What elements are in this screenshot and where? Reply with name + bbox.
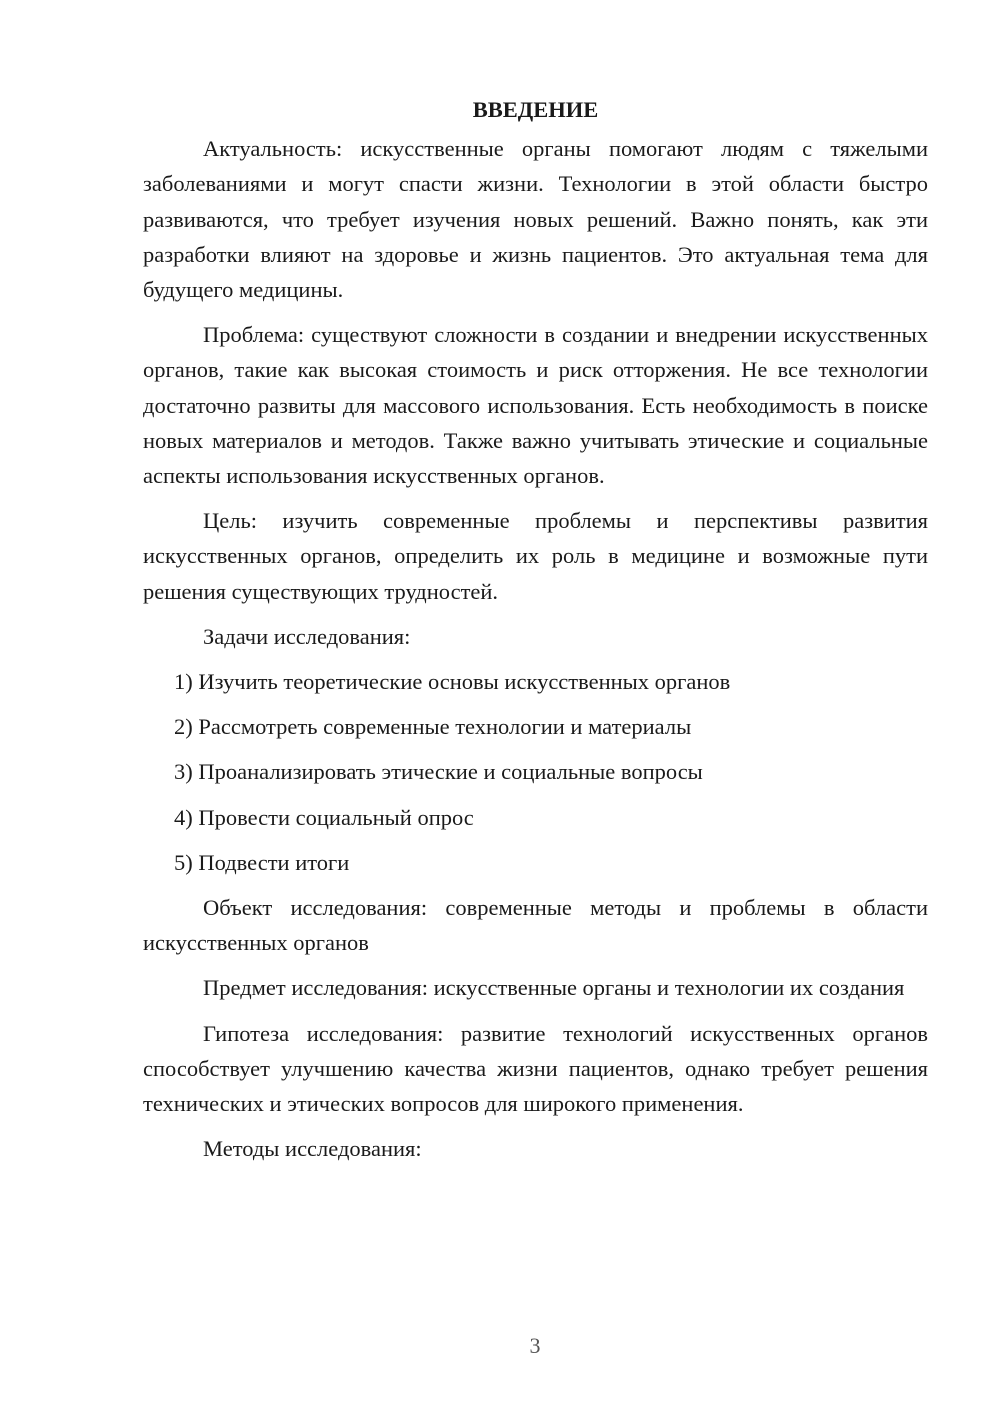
document-page [143,92,928,1176]
subject-paragraph: Предмет исследования: искусственные органы и технологии их создания [203,975,905,1001]
problem-paragraph: Проблема: существуют сложности в создании и внедрении искусственных органов, такие как высокая стоимость и риск отторжения. Не все технологии достаточно развиты для массового использования. Есть необходимость в поиске новых материалов и методов. Также важно учитывать этические и социальные аспекты использования искусственных органов. [143,322,928,489]
list-item: 5) Подвести итоги [174,849,350,875]
hypothesis-paragraph: Гипотеза исследования: развитие технологий искусственных органов способствует улучшению качества жизни пациентов, однако требует решения технических и этических вопросов для широкого применения. [143,1020,928,1117]
tasks-label: Задачи исследования: [203,623,411,649]
list-item: 3) Проанализировать этические и социальные вопросы [174,759,703,785]
tasks-list [143,664,928,880]
goal-paragraph: Цель: изучить современные проблемы и перспективы развития искусственных органов, определить их роль в медицине и возможные пути решения существующих трудностей. [143,508,928,604]
relevance-paragraph: Актуальность: искусственные органы помогают людям с тяжелыми заболеваниями и могут спасти жизни. Технологии в этой области быстро развиваются, что требует изучения новых решений. Важно понять, как эти разработки влияют на здоровье и жизнь пациентов. Это актуальная тема для будущего медицины. [143,136,928,303]
list-item: 2) Рассмотреть современные технологии и материалы [174,714,692,740]
object-paragraph: Объект исследования: современные методы и проблемы в области искусственных органов [143,895,928,956]
page-number: 3 [529,1333,541,1358]
methods-label: Методы исследования: [203,1136,422,1162]
list-item: 4) Провести социальный опрос [174,804,474,830]
list-item: 1) Изучить теоретические основы искусственных органов [174,669,731,695]
page-title: ВВЕДЕНИЕ [472,97,599,122]
